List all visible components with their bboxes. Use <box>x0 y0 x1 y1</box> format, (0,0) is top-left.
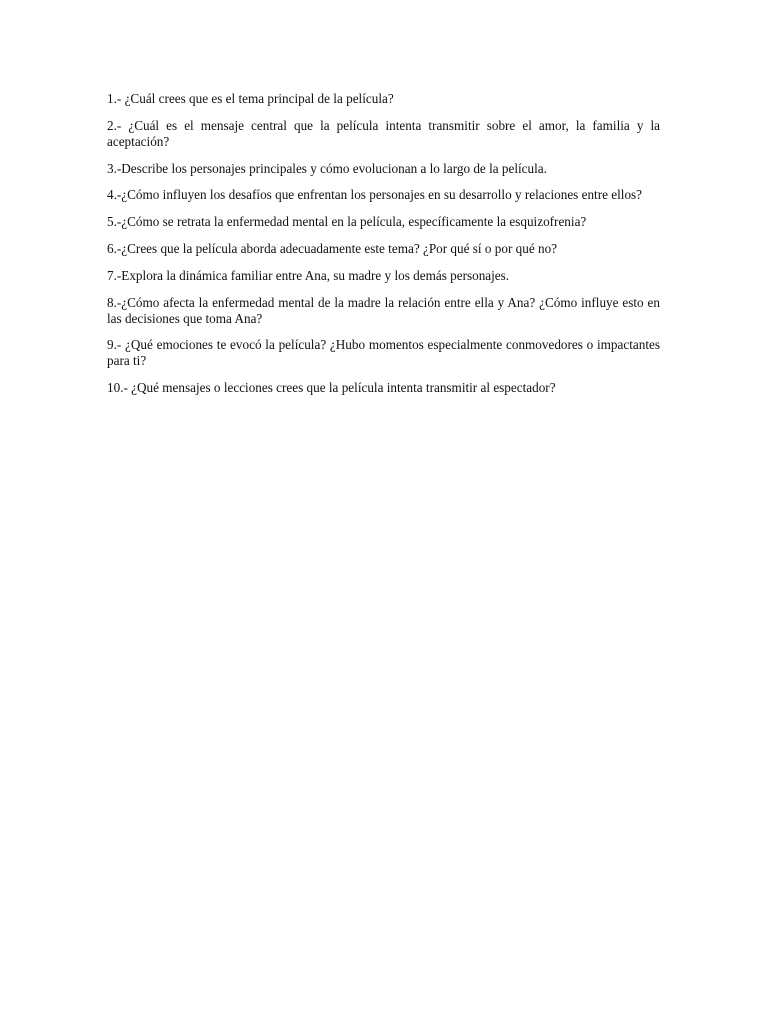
question-8: 8.-¿Cómo afecta la enfermedad mental de la madre la relación entre ella y Ana? ¿Cómo influye esto en las decisiones que toma Ana? <box>107 294 660 326</box>
question-3: 3.-Describe los personajes principales y cómo evolucionan a lo largo de la película. <box>107 160 547 176</box>
question-10: 10.- ¿Qué mensajes o lecciones crees que la película intenta transmitir al espectador? <box>107 380 556 396</box>
question-7: 7.-Explora la dinámica familiar entre Ana, su madre y los demás personajes. <box>107 267 510 283</box>
question-2: 2.- ¿Cuál es el mensaje central que la película intenta transmitir sobre el amor, la familia y la aceptación? <box>107 117 660 149</box>
question-1: 1.- ¿Cuál crees que es el tema principal de la película? <box>107 91 394 106</box>
question-6: 6.-¿Crees que la película aborda adecuadamente este tema? ¿Por qué sí o por qué no? <box>107 240 558 256</box>
question-5: 5.-¿Cómo se retrata la enfermedad mental en la película, específicamente la esquizofrenia? <box>107 214 587 230</box>
question-4: 4.-¿Cómo influyen los desafíos que enfrentan los personajes en su desarrollo y relaciones entre ellos? <box>107 187 643 203</box>
question-list <box>107 91 660 407</box>
question-9: 9.- ¿Qué emociones te evocó la película? ¿Hubo momentos especialmente conmovedores o impactantes para ti? <box>107 337 660 369</box>
